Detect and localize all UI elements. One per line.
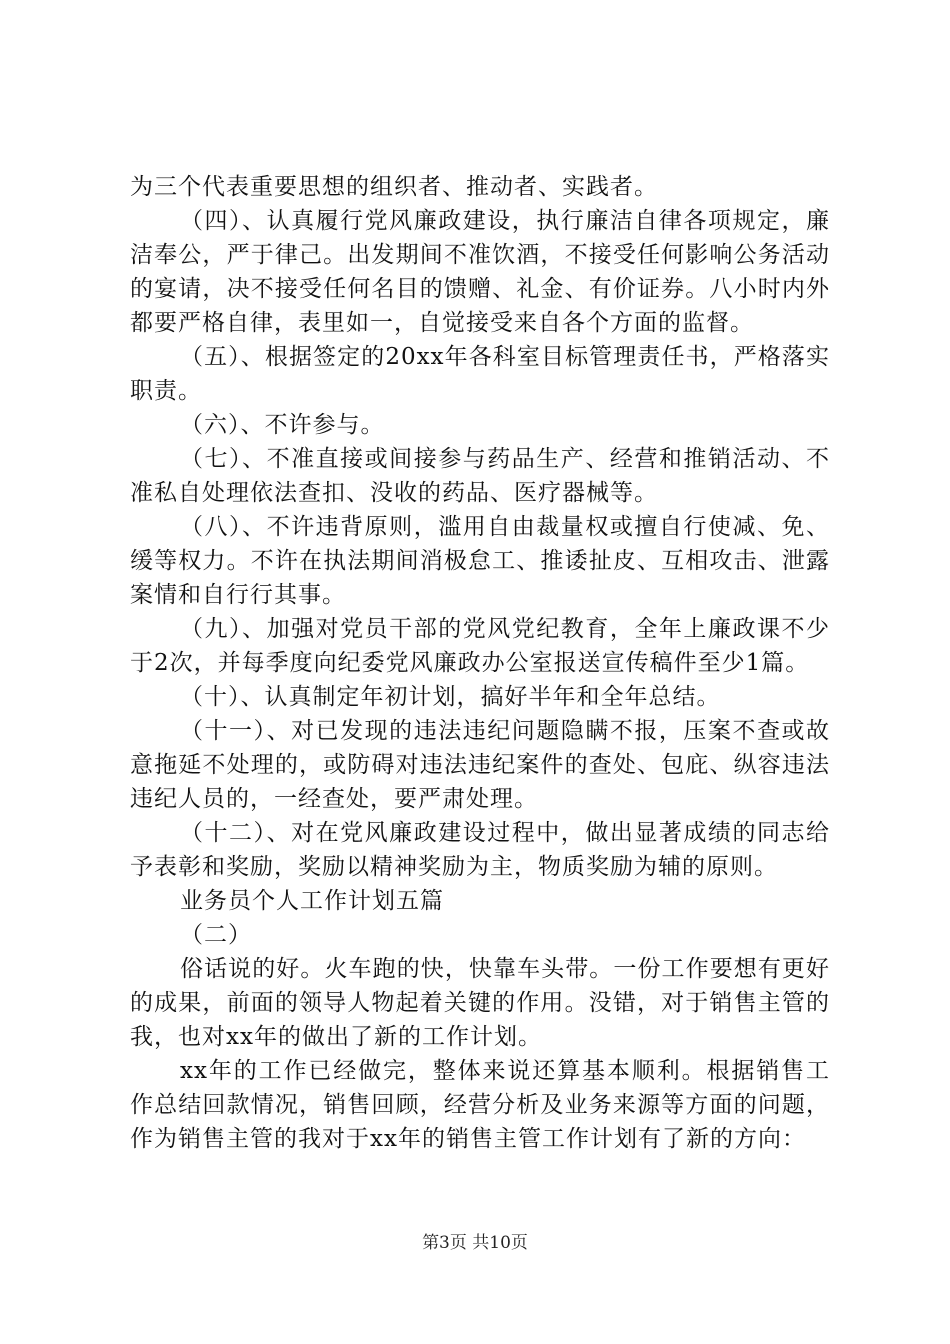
paragraph-1: 为三个代表重要思想的组织者、推动者、实践者。 bbox=[130, 174, 658, 200]
paragraph-7: （九）、加强对党员干部的党风党纪教育，全年上廉政课不少于2次，并每季度向纪委党风廉政办公室报送宣传稿件至少1篇。 bbox=[130, 616, 830, 676]
paragraph-8: （十）、认真制定年初计划，搞好半年和全年总结。 bbox=[180, 684, 721, 710]
document-body bbox=[130, 170, 830, 1156]
paragraph-10: （十二）、对在党风廉政建设过程中，做出显著成绩的同志给予表彰和奖励，奖励以精神奖励为主，物质奖励为辅的原则。 bbox=[130, 820, 830, 880]
paragraph-4: （六）、不许参与。 bbox=[180, 412, 385, 438]
paragraph-9: （十一）、对已发现的违法违纪问题隐瞒不报，压案不查或故意拖延不处理的，或防碍对违法违纪案件的查处、包庇、纵容违法违纪人员的，一经查处，要严肃处理。 bbox=[130, 718, 830, 812]
paragraph-12: xx年的工作已经做完，整体来说还算基本顺利。根据销售工作总结回款情况，销售回顾，经营分析及业务来源等方面的问题，作为销售主管的我对于xx年的销售主管工作计划有了新的方向： bbox=[130, 1058, 830, 1152]
paragraph-5: （七）、不准直接或间接参与药品生产、经营和推销活动、不准私自处理依法查扣、没收的药品、医疗器械等。 bbox=[130, 446, 830, 506]
paragraph-3: （五）、根据签定的20xx年各科室目标管理责任书，严格落实职责。 bbox=[130, 344, 830, 404]
page-footer: 第3页 共10页 bbox=[422, 1233, 528, 1253]
paragraph-2: （四）、认真履行党风廉政建设，执行廉洁自律各项规定，廉洁奉公，严于律己。出发期间不准饮酒，不接受任何影响公务活动的宴请，决不接受任何名目的馈赠、礼金、有价证券。八小时内外都要严格自律，表里如一，自觉接受来自各个方面的监督。 bbox=[130, 208, 830, 336]
paragraph-11: 俗话说的好。火车跑的快，快靠车头带。一份工作要想有更好的成果，前面的领导人物起着关键的作用。没错，对于销售主管的我，也对xx年的做出了新的工作计划。 bbox=[130, 956, 830, 1050]
section-number: （二） bbox=[180, 922, 252, 948]
section-title: 业务员个人工作计划五篇 bbox=[180, 888, 444, 914]
paragraph-6: （八）、不许违背原则，滥用自由裁量权或擅自行使减、免、缓等权力。不许在执法期间消极怠工、推诿扯皮、互相攻击、泄露案情和自行行其事。 bbox=[130, 514, 830, 608]
